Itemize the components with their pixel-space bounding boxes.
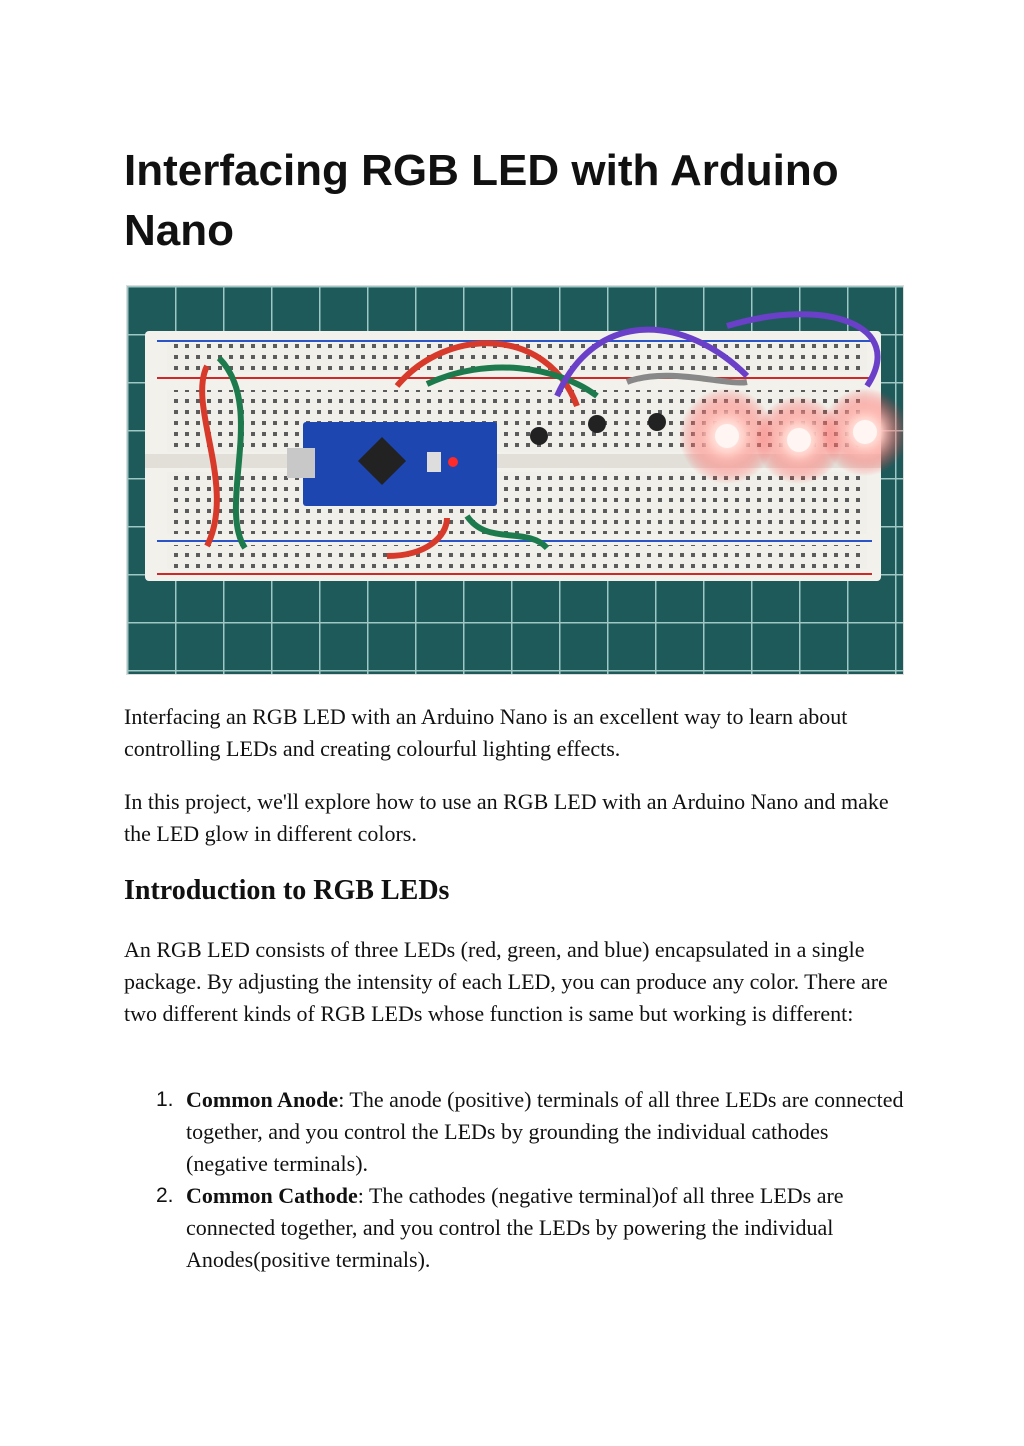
breadboard-illustration xyxy=(127,286,903,674)
list-item-number: 1. xyxy=(156,1088,174,1111)
list-item-text: : The cathodes (negative terminal)of all three LEDs are connected together, and you control the LEDs by powering the individual Anodes(positive terminals). xyxy=(186,1183,844,1272)
list-item-text: : The anode (positive) terminals of all three LEDs are connected together, and you control the LEDs by grounding the individual cathodes (negative terminals). xyxy=(186,1087,904,1176)
list-item-term: Common Anode xyxy=(186,1087,339,1112)
list-item-number: 2. xyxy=(156,1184,174,1207)
section-heading: Introduction to RGB LEDs xyxy=(124,875,450,906)
project-paragraph: In this project, we'll explore how to use an RGB LED with an Arduino Nano and make the LED glow in different colors. xyxy=(124,789,889,846)
section-intro-paragraph: An RGB LED consists of three LEDs (red, green, and blue) encapsulated in a single package. By adjusting the intensity of each LED, you can produce any color. There are two different kinds of RGB LEDs whose function is same but working is different: xyxy=(124,937,888,1026)
intro-paragraph: Interfacing an RGB LED with an Arduino Nano is an excellent way to learn about controlling LEDs and creating colourful lighting effects. xyxy=(124,704,848,761)
rgb-led-types-list xyxy=(124,1084,904,1276)
list-item-term: Common Cathode xyxy=(186,1183,358,1208)
page-title: Interfacing RGB LED with Arduino Nano xyxy=(124,146,839,255)
breadboard-photo xyxy=(126,285,904,675)
list-item xyxy=(124,1084,904,1180)
list-item xyxy=(124,1180,904,1276)
